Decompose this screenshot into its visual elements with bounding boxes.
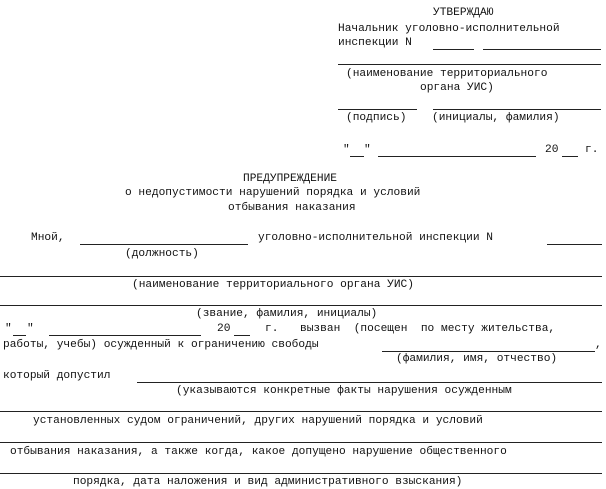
approval-day-field[interactable] — [350, 156, 364, 157]
inspection-number-field[interactable] — [433, 49, 474, 50]
territorial-org-field[interactable] — [338, 64, 601, 65]
violation-facts-field-4[interactable] — [0, 473, 602, 474]
work-study-text: работы, учебы) осужденный к ограничению свободы — [3, 339, 319, 351]
position-field[interactable] — [80, 244, 248, 245]
approval-year-prefix: 20 — [545, 144, 559, 156]
signature-hint: (подпись) — [346, 112, 407, 124]
body-date-quote-open: " — [5, 323, 12, 335]
approval-heading: УТВЕРЖДАЮ — [433, 7, 494, 19]
signature-field[interactable] — [338, 109, 417, 110]
rank-name-field[interactable] — [0, 305, 602, 306]
body-year-suffix: г. — [265, 323, 279, 335]
convict-name-hint: (фамилия, имя, отчество) — [396, 353, 558, 365]
body-month-field[interactable] — [49, 335, 201, 336]
position-hint: (должность) — [125, 248, 199, 260]
comma: , — [595, 339, 602, 351]
body-territorial-org-field[interactable] — [0, 276, 602, 277]
violation-facts-field-1[interactable] — [137, 382, 602, 383]
by-me-label: Мной, — [31, 232, 65, 244]
body-year-prefix: 20 — [217, 323, 231, 335]
document-subtitle-1: о недопустимости нарушений порядка и условий — [125, 187, 421, 199]
approval-date-quote-open: " — [343, 144, 350, 156]
committed-label: который допустил — [3, 370, 111, 382]
violation-facts-hint-1: (указываются конкретные факты нарушения осужденным — [176, 385, 512, 397]
inspection-name-field[interactable] — [483, 49, 601, 50]
summoned-text: вызван (посещен по месту жительства, — [300, 323, 556, 335]
body-territorial-org-hint: (наименование территориального органа УИС) — [132, 279, 414, 291]
territorial-org-hint-1: (наименование территориального — [346, 68, 548, 80]
body-day-field[interactable] — [13, 335, 26, 336]
document-title: ПРЕДУПРЕЖДЕНИЕ — [243, 173, 337, 185]
initials-surname-hint: (инициалы, фамилия) — [432, 112, 560, 124]
inspection-label: уголовно-исполнительной инспекции N — [258, 232, 493, 244]
approval-month-field[interactable] — [378, 156, 536, 157]
approval-title-line-1: Начальник уголовно-исполнительной — [338, 23, 560, 35]
body-year-field[interactable] — [234, 335, 250, 336]
body-inspection-number-field[interactable] — [547, 244, 602, 245]
violation-facts-hint-3: отбывания наказания, а также когда, какое допущено нарушение общественного — [10, 446, 507, 458]
initials-surname-field[interactable] — [433, 109, 601, 110]
violation-facts-hint-4: порядка, дата наложения и вид административного взыскания) — [73, 476, 463, 488]
territorial-org-hint-2: органа УИС) — [420, 82, 494, 94]
violation-facts-hint-2: установленных судом ограничений, других нарушений порядка и условий — [33, 415, 483, 427]
approval-date-quote-close: " — [364, 144, 371, 156]
body-date-quote-close: " — [27, 323, 34, 335]
violation-facts-field-2[interactable] — [0, 411, 602, 412]
approval-year-field[interactable] — [562, 156, 578, 157]
convict-name-field[interactable] — [382, 351, 595, 352]
approval-year-suffix: г. — [585, 144, 599, 156]
violation-facts-field-3[interactable] — [0, 442, 602, 443]
approval-title-line-2: инспекции N — [338, 37, 412, 49]
rank-name-hint: (звание, фамилия, инициалы) — [196, 308, 378, 320]
document-subtitle-2: отбывания наказания — [228, 202, 356, 214]
